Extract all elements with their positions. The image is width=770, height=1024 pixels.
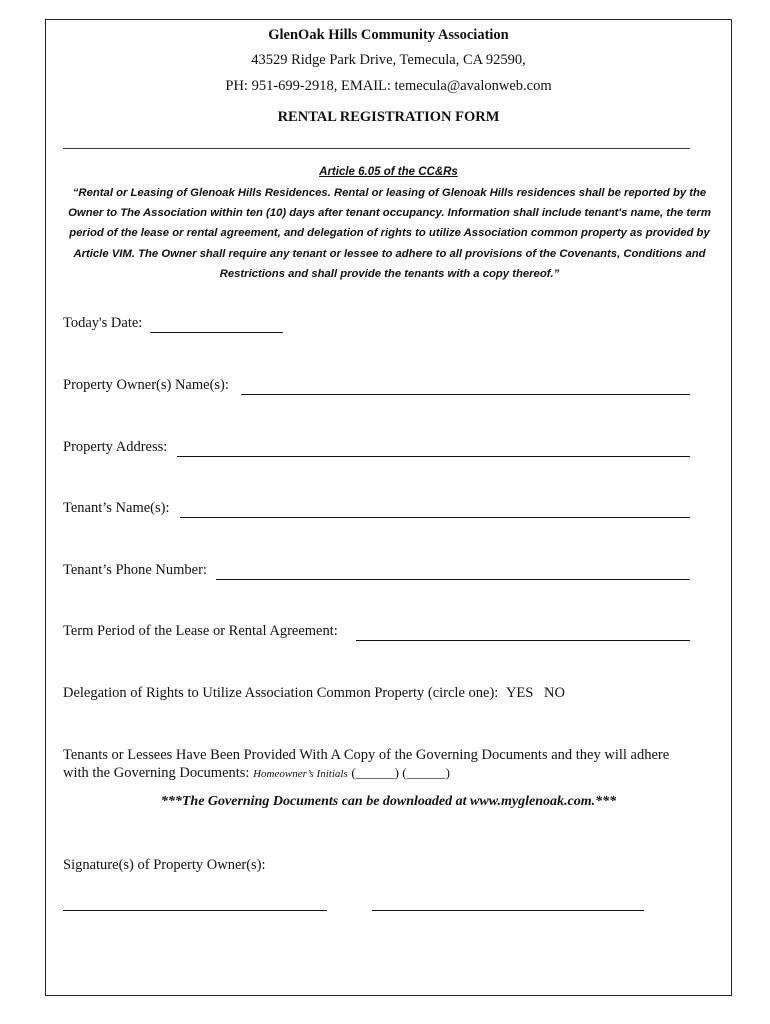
article-heading: Article 6.05 of the CC&Rs [319, 166, 458, 178]
form-page [45, 19, 732, 996]
owner-signature-line-2[interactable] [372, 910, 644, 911]
owner-names-field[interactable] [241, 394, 690, 395]
governing-docs-label: with the Governing Documents: [63, 765, 250, 781]
tenant-names-field[interactable] [180, 517, 690, 518]
tenant-names-label: Tenant’s Name(s): [63, 500, 170, 516]
form-title: RENTAL REGISTRATION FORM [277, 109, 500, 125]
property-address-label: Property Address: [63, 439, 168, 455]
property-address-field[interactable] [177, 456, 690, 457]
delegation-question [63, 685, 565, 702]
term-period-field[interactable] [356, 640, 690, 641]
governing-docs-download-note: ***The Governing Documents can be downloaded at www.myglenoak.com.*** [160, 794, 617, 809]
governing-docs-line1: Tenants or Lessees Have Been Provided With A Copy of the Governing Documents and they will adhere [63, 747, 670, 763]
association-address: 43529 Ridge Park Drive, Temecula, CA 92590, [251, 52, 526, 68]
todays-date-label: Today's Date: [63, 315, 143, 331]
association-name: GlenOak Hills Community Association [268, 27, 509, 43]
delegation-no-option[interactable]: NO [543, 685, 565, 701]
initials-label: Homeowner’s Initials [253, 768, 348, 780]
term-period-label: Term Period of the Lease or Rental Agreement: [63, 623, 338, 639]
tenant-phone-field[interactable] [216, 579, 690, 580]
owner-names-label: Property Owner(s) Name(s): [63, 377, 229, 393]
tenant-phone-label: Tenant’s Phone Number: [63, 562, 207, 578]
owner-signature-line-1[interactable] [63, 910, 327, 911]
delegation-label: Delegation of Rights to Utilize Association Common Property (circle one): [63, 685, 499, 701]
delegation-yes-option[interactable]: YES [505, 685, 534, 701]
todays-date-field[interactable] [150, 332, 283, 333]
article-quote: “Rental or Leasing of Glenoak Hills Residences. Rental or leasing of Glenoak Hills residences shall be reported by the Owner to The Association within ten (10) days after tenant occupancy. Information shall include tenant's name, the term period of the lease or rental agreement, and delegation of rights to utilize Association common property as provided by Article VIM. The Owner shall require any tenant or lessee to adhere to all provisions of the Covenants, Conditions and Restrictions and shall provide the tenants with a copy thereof.” [68, 187, 711, 280]
initials-fields[interactable]: (______) (______) [351, 765, 450, 780]
header-divider [63, 148, 690, 149]
signatures-label: Signature(s) of Property Owner(s): [63, 857, 266, 873]
governing-docs-line2 [63, 765, 450, 782]
association-contact: PH: 951-699-2918, EMAIL: temecula@avalonweb.com [225, 78, 552, 94]
